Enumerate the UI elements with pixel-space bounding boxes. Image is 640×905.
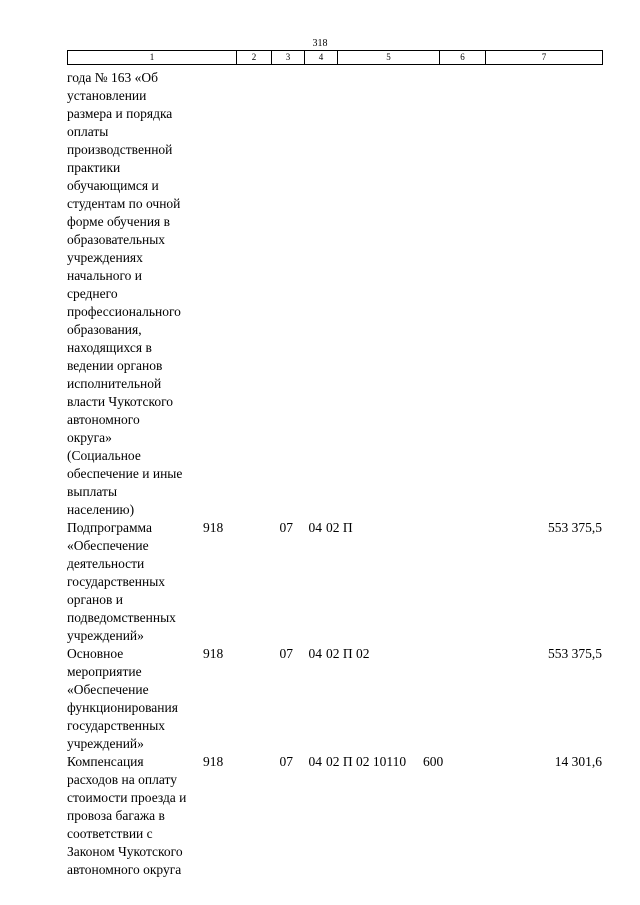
row-name-line: стоимости проезда и	[67, 790, 187, 805]
row-name-line: «Обеспечение	[67, 538, 149, 553]
row-name-line: подведомственных	[67, 610, 176, 625]
column-header-6: 6	[440, 51, 486, 65]
column-header-1: 1	[68, 51, 237, 65]
row-name-line: Законом Чукотского	[67, 844, 183, 859]
table-row	[67, 645, 602, 753]
row-name-line: размера и порядка	[67, 106, 173, 121]
row-name-line: расходов на оплату	[67, 772, 177, 787]
row-name-line: провоза багажа в	[67, 808, 165, 823]
subsection-cell: 04	[308, 754, 322, 769]
row-name-line: находящихся в	[67, 340, 152, 355]
target-article-cell: 02 П 02	[326, 646, 370, 661]
row-name-line: власти Чукотского	[67, 394, 174, 409]
admin-code-cell: 918	[203, 754, 224, 769]
expense-type-cell	[421, 645, 481, 753]
column-header-7: 7	[486, 51, 603, 65]
row-name-line: обеспечение и иные	[67, 466, 183, 481]
subsection-cell	[293, 69, 322, 519]
row-name-line: студентам по очной	[67, 196, 181, 211]
row-name-line: «Обеспечение	[67, 682, 149, 697]
expense-type-cell: 600	[423, 754, 444, 769]
column-header-row	[67, 50, 603, 65]
row-name-line: функционирования	[67, 700, 178, 715]
row-name-line: государственных	[67, 574, 166, 589]
amount-cell	[481, 69, 602, 519]
row-name-line: государственных	[67, 718, 166, 733]
column-header-5: 5	[338, 51, 440, 65]
row-name-line: органов и	[67, 592, 123, 607]
budget-table-body	[67, 69, 602, 879]
row-name-cell	[67, 69, 200, 519]
row-name-line: форме обучения в	[67, 214, 170, 229]
row-name-line: Подпрограмма	[67, 520, 152, 535]
row-name-line: деятельности	[67, 556, 145, 571]
subsection-cell: 04	[308, 520, 322, 535]
admin-code-cell	[200, 69, 268, 519]
row-name-line: установлении	[67, 88, 147, 103]
target-article-cell	[322, 69, 421, 519]
row-name-line: профессионального	[67, 304, 181, 319]
row-name-line: начального и	[67, 268, 142, 283]
row-name-line: образовательных	[67, 232, 166, 247]
row-name-line: производственной	[67, 142, 173, 157]
table-row	[67, 69, 602, 519]
column-header-2: 2	[237, 51, 272, 65]
row-name-line: года № 163 «Об	[67, 70, 159, 85]
table-row	[67, 753, 602, 879]
row-name-line: автономного	[67, 412, 140, 427]
table-row	[67, 519, 602, 645]
budget-table	[67, 69, 602, 879]
row-name-line: ведении органов	[67, 358, 163, 373]
row-name-cell	[67, 645, 200, 753]
section-cell	[268, 69, 293, 519]
column-header-3: 3	[272, 51, 305, 65]
amount-cell: 553 375,5	[548, 646, 602, 661]
row-name-line: населению)	[67, 502, 135, 517]
row-name-line: Основное	[67, 646, 124, 661]
row-name-cell	[67, 519, 200, 645]
row-name-line: образования,	[67, 322, 142, 337]
admin-code-cell: 918	[203, 646, 224, 661]
row-name-line: округа»	[67, 430, 112, 445]
row-name-line: соответствии с	[67, 826, 153, 841]
row-name-line: учреждений»	[67, 628, 144, 643]
row-name-line: обучающимся и	[67, 178, 159, 193]
amount-cell: 553 375,5	[548, 520, 602, 535]
column-header-4: 4	[305, 51, 338, 65]
row-name-line: исполнительной	[67, 376, 162, 391]
section-cell: 07	[279, 646, 293, 661]
target-article-cell: 02 П 02 10110	[326, 754, 407, 769]
target-article-cell: 02 П	[326, 520, 353, 535]
row-name-line: Компенсация	[67, 754, 144, 769]
row-name-line: среднего	[67, 286, 118, 301]
subsection-cell: 04	[308, 646, 322, 661]
admin-code-cell: 918	[203, 520, 224, 535]
row-name-line: учреждениях	[67, 250, 143, 265]
expense-type-cell	[421, 519, 481, 645]
row-name-cell	[67, 753, 200, 879]
row-name-line: выплаты	[67, 484, 118, 499]
section-cell: 07	[279, 754, 293, 769]
row-name-line: мероприятие	[67, 664, 142, 679]
row-name-line: (Социальное	[67, 448, 141, 463]
row-name-line: оплаты	[67, 124, 109, 139]
page-number: 318	[312, 38, 328, 49]
expense-type-cell	[421, 69, 481, 519]
amount-cell: 14 301,6	[554, 754, 602, 769]
section-cell: 07	[279, 520, 293, 535]
row-name-line: практики	[67, 160, 121, 175]
row-name-line: учреждений»	[67, 736, 144, 751]
row-name-line: автономного округа	[67, 862, 182, 877]
